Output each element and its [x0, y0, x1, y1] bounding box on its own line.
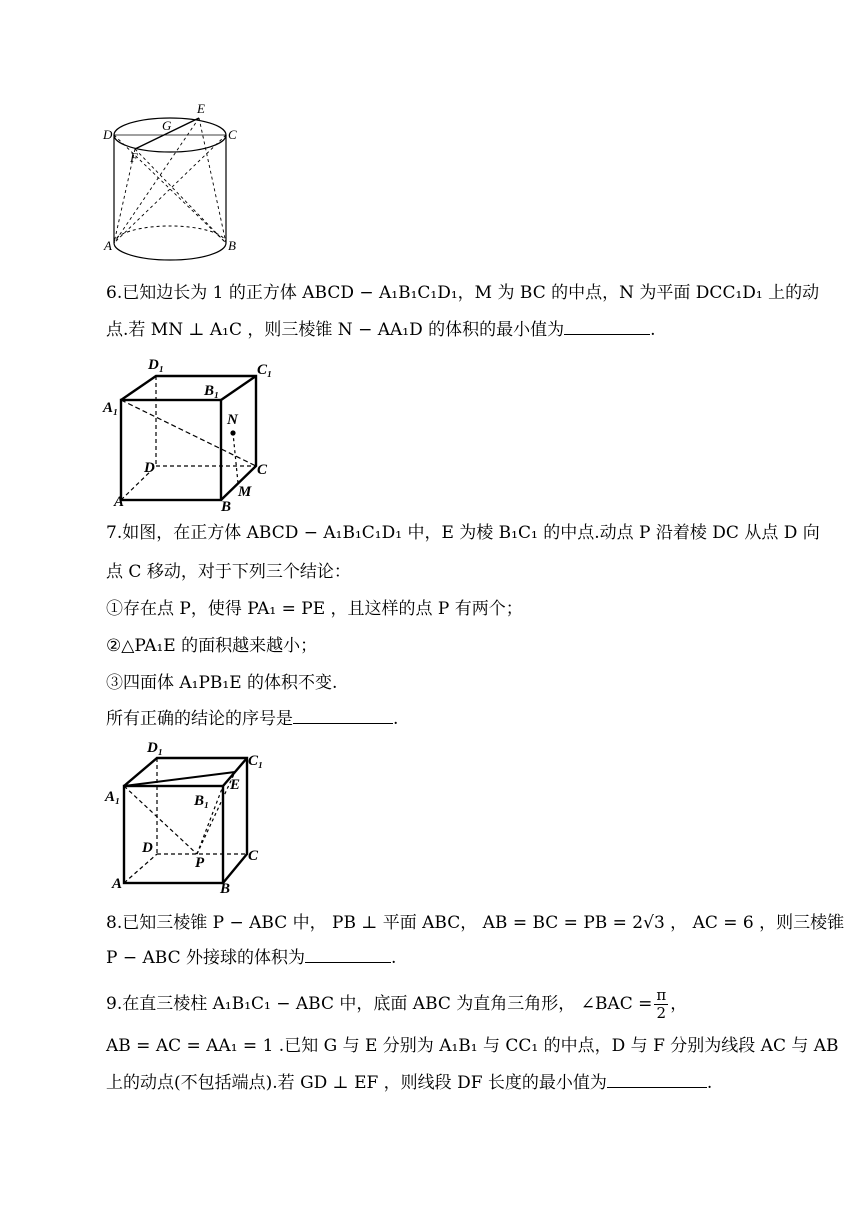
q6-line-1: 6.已知边长为 1 的正方体 ABCD − A₁B₁C₁D₁，M 为 BC 的中点，N 为平面 DCC₁D₁ 上的动 [106, 283, 820, 303]
q6-answer-blank [564, 318, 650, 335]
cube1-label-m: M [238, 484, 252, 500]
q8-line-2-end: . [391, 948, 397, 968]
q7-question-end: . [393, 709, 399, 729]
fraction-numerator: π [656, 986, 667, 1004]
cube2-label-c: C [248, 848, 259, 864]
q9-line-1-end: ， [670, 994, 688, 1014]
cube2-label-a: A [112, 876, 123, 892]
cylinder-label-a: A [104, 238, 112, 253]
q6-line-2 [106, 318, 656, 342]
cube2-label-a1: A₁ [105, 789, 121, 805]
q7-statement-1: ①存在点 P，使得 PA₁ = PE ，且这样的点 P 有两个； [106, 599, 523, 619]
cube1-label-d: D [144, 460, 155, 476]
cylinder-label-f: F [130, 150, 138, 165]
cylinder-label-g: G [162, 118, 172, 133]
cube1-label-d1: D₁ [148, 357, 165, 373]
q9-line-3-text: 上的动点(不包括端点).若 GD ⊥ EF ，则线段 DF 长度的最小值为 [106, 1073, 607, 1093]
fraction-denominator: 2 [656, 1004, 667, 1022]
cube2-label-p: P [195, 855, 205, 871]
cylinder-label-b: B [228, 238, 236, 253]
cylinder-label-c: C [228, 127, 237, 142]
cube2-label-e: E [230, 777, 241, 793]
cylinder-label-d: D [103, 127, 113, 142]
cube-figure-q7 [100, 740, 300, 900]
q9-line-1-text: 9.在直三棱柱 A₁B₁C₁ − ABC 中，底面 ABC 为直角三角形， ∠BAC = [106, 994, 653, 1014]
q8-line-2-text: P − ABC 外接球的体积为 [106, 948, 305, 968]
q7-line-2: 点 C 移动，对于下列三个结论： [106, 562, 351, 582]
q7-line-1: 7.如图，在正方体 ABCD − A₁B₁C₁D₁ 中，E 为棱 B₁C₁ 的中点.动点 P 沿着棱 DC 从点 D 向 [106, 523, 820, 543]
q8-line-2 [106, 946, 396, 970]
cube2-label-c1: C₁ [248, 753, 264, 769]
cube1-label-c1: C₁ [257, 362, 273, 378]
cylinder-figure [100, 100, 250, 260]
q7-answer-blank [293, 707, 393, 724]
angle-fraction [654, 987, 668, 1022]
q9-line-3 [106, 1071, 712, 1095]
q8-line-1: 8.已知三棱锥 P − ABC 中， PB ⊥ 平面 ABC， AB = BC = PB = 2√3 ， AC = 6 ，则三棱锥 [106, 913, 845, 933]
cube2-label-b: B [220, 881, 231, 897]
cube1-label-a1: A₁ [103, 400, 119, 416]
q9-answer-blank [607, 1071, 707, 1088]
q6-line-2-text: 点.若 MN ⊥ A₁C ，则三棱锥 N − AA₁D 的体积的最小值为 [106, 320, 565, 340]
cube1-label-b1: B₁ [204, 383, 220, 399]
q8-answer-blank [305, 946, 391, 963]
q7-question [106, 707, 398, 731]
cylinder-label-e: E [197, 101, 205, 116]
q7-question-text: 所有正确的结论的序号是 [106, 709, 293, 729]
cube2-label-b1: B₁ [194, 793, 210, 809]
q9-line-2: AB = AC = AA₁ = 1 .已知 G 与 E 分别为 A₁B₁ 与 CC₁ 的中点，D 与 F 分别为线段 AC 与 AB [106, 1036, 839, 1056]
q9-line-1 [106, 987, 687, 1022]
cube1-label-a: A [114, 494, 125, 510]
q7-statement-2: ②△PA₁E 的面积越来越小； [106, 636, 318, 656]
cube1-label-n: N [227, 412, 238, 428]
cube1-label-b: B [221, 499, 232, 515]
q6-line-2-end: . [650, 320, 656, 340]
cube-figure-q6 [100, 350, 300, 515]
q9-line-3-end: . [706, 1073, 713, 1093]
cube1-label-c: C [257, 462, 268, 478]
cube2-label-d: D [142, 840, 153, 856]
cube2-label-d1: D₁ [147, 740, 164, 756]
q7-statement-3: ③四面体 A₁PB₁E 的体积不变. [106, 673, 338, 693]
